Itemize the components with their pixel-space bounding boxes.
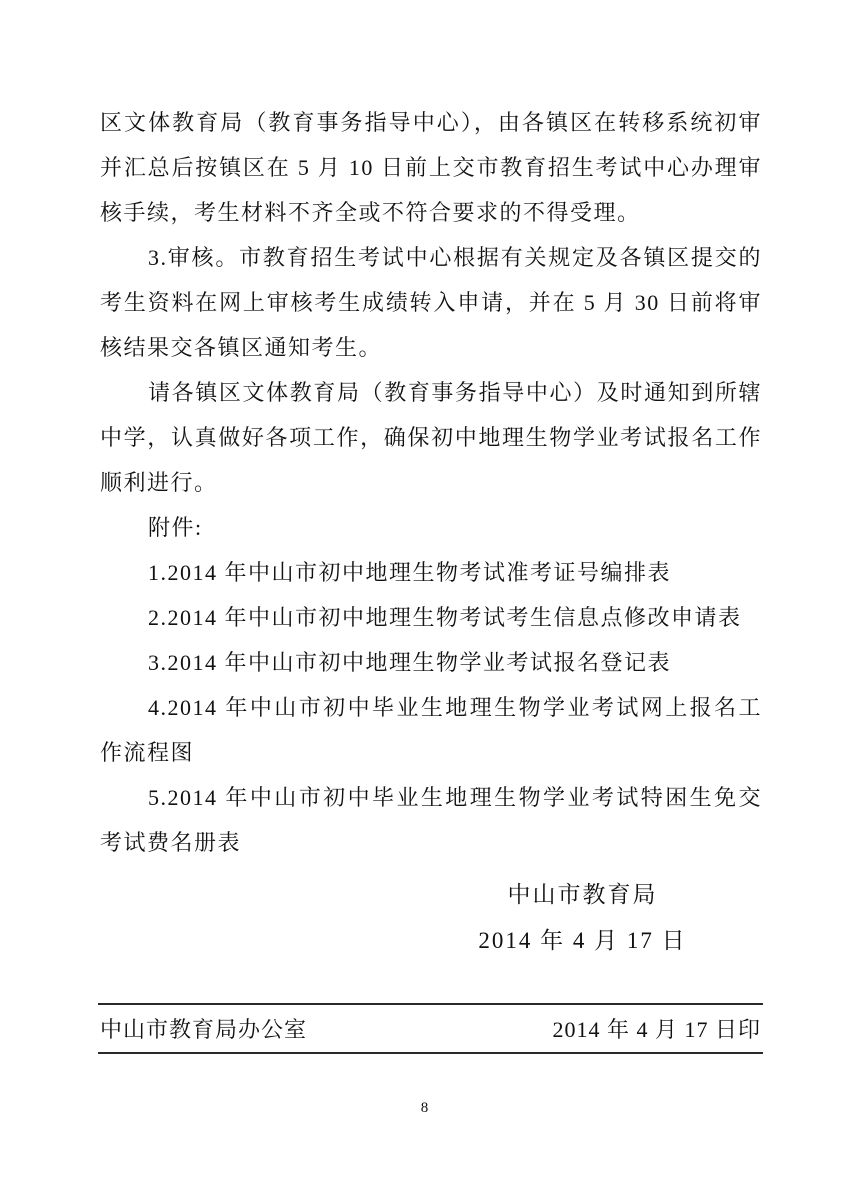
document-body xyxy=(100,100,762,865)
signature-block xyxy=(440,872,725,964)
signature-issuer: 中山市教育局 xyxy=(507,882,658,907)
paragraph-review-step: 3.审核。市教育招生考试中心根据有关规定及各镇区提交的考生资料在网上审核考生成绩转入申请，并在 5 月 30 日前将审核结果交各镇区通知考生。 xyxy=(100,245,762,360)
footer-print-date: 2014 年 4 月 17 日印 xyxy=(552,1017,761,1042)
footer-office: 中山市教育局办公室 xyxy=(100,1017,308,1042)
paragraph-notice: 请各镇区文体教育局（教育事务指导中心）及时通知到所辖中学，认真做好各项工作，确保初中地理生物学业考试报名工作顺利进行。 xyxy=(100,380,762,495)
attachment-item-5: 5.2014 年中山市初中毕业生地理生物学业考试特困生免交考试费名册表 xyxy=(100,785,762,855)
document-footer xyxy=(98,1003,763,1054)
attachment-item-4: 4.2014 年中山市初中毕业生地理生物学业考试网上报名工作流程图 xyxy=(100,695,762,765)
page-number: 8 xyxy=(420,1100,429,1116)
signature-date: 2014 年 4 月 17 日 xyxy=(478,928,687,953)
attachments-heading: 附件: xyxy=(148,515,203,540)
attachment-item-1: 1.2014 年中山市初中地理生物考试准考证号编排表 xyxy=(148,560,672,585)
paragraph-continuation: 区文体教育局（教育事务指导中心），由各镇区在转移系统初审并汇总后按镇区在 5 月 10 日前上交市教育招生考试中心办理审核手续，考生材料不齐全或不符合要求的不得受理。 xyxy=(100,110,762,225)
attachment-item-2: 2.2014 年中山市初中地理生物考试考生信息点修改申请表 xyxy=(148,605,742,630)
attachment-item-3: 3.2014 年中山市初中地理生物学业考试报名登记表 xyxy=(148,650,672,675)
